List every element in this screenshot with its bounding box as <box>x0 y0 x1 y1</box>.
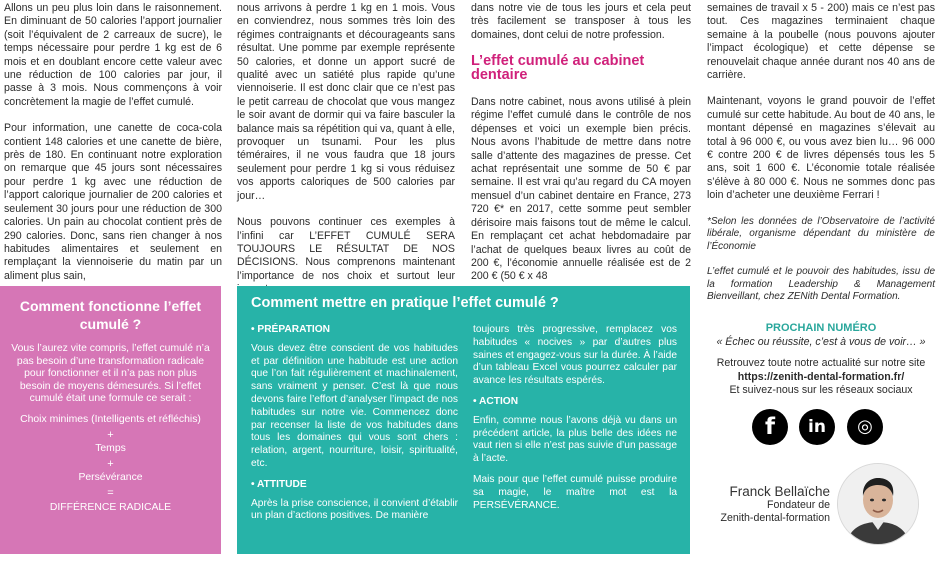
article-column-4 <box>707 2 935 317</box>
author-company: Zenith-dental-formation <box>720 512 830 524</box>
paragraph: Pour information, une canette de coca-cola contient 148 calories et une canette de bière, près de 180. En continuant notre exploration on remarque que 45 jours sont nécessaires pour perdre 1 kg avec une réduction de l’apport calorique journalier de 200 calories et seulement 30 jours pour une réduction de 300 calories. Un pain au chocolat contient près de 290 calories. Donc, sans rien changer à nos habitudes alimentaires et seulement en remplaçant la viennoiserie du matin par un aliment plus sain, <box>4 122 222 282</box>
step-heading: • ACTION <box>473 395 519 407</box>
paragraph: Maintenant, voyons le grand pouvoir de l’effet cumulé sur cette habitude. Au bout de 40 ans, le montant dépensé en magazines s’élevait au total à 96 000 €, ou vous avez bien lu… 96 000 € contre 200 € de livres dépensés tous les 5 ans, soit 1 600 €. L’économie totale réalisée s’élève à 80 000 €. Nous ne sommes donc pas loin d’acheter une deuxième Ferrari ! <box>707 95 935 202</box>
section-title: L’effet cumulé au cabinet dentaire <box>471 53 645 83</box>
box-title: Comment fonctionne l’effet cumulé ? <box>19 298 202 332</box>
formula-result: DIFFÉRENCE RADICALE <box>49 501 172 513</box>
article-column-2 <box>237 2 455 310</box>
paragraph: Allons un peu plus loin dans le raisonnement. En diminuant de 50 calories l’apport journalier (soit l’équivalent de 2 carreaux de sucre), le temps nécessaire pour perdre 1 kg est de 6 mois et en doublant encore cette valeur avec une réduction de 100 calories par jour, il passe à 3 mois. Nous commençons à voir concrètement la magie de l’effet cumulé. <box>4 2 222 108</box>
portrait-image <box>838 464 918 544</box>
box-intro: Vous l’aurez vite compris, l’effet cumulé n’a pas besoin d’une transformation radicale pour fonctionner et il n’a pas non plus besoin de moyens démesurés. Si l’effet cumulé était une formule ce serait : <box>11 343 210 405</box>
next-issue-quote: « Échec ou réussite, c’est à vous de voir… » <box>716 335 926 348</box>
step-heading: • ATTITUDE <box>251 478 307 490</box>
step-text: Enfin, comme nous l’avons déjà vu dans un précédent article, la plus belle des idées ne vaut rien si elle n’est pas suivie d’un passage à l’acte. <box>473 414 677 465</box>
next-issue <box>707 322 935 398</box>
paragraph: Nous pouvons continuer ces exemples à l’infini car L’EFFET CUMULÉ SERA TOUJOURS LE RÉSULTAT DE NOS DÉCISIONS. Nous comprenons maintenant l’importance de nos choix et surtout leur <box>237 216 455 282</box>
author-signature <box>700 484 830 525</box>
paragraph: semaines de travail x 5 - 200) mais ce n’est pas tout. Ces magazines terminaient chaque semaine à la poubelle (nous pouvons ajouter l’impact écologique) et cette dépense se renouvelait chaque année durant nos 40 ans de carrière. <box>707 2 935 82</box>
social-icons <box>752 409 892 447</box>
step-text: Après la prise conscience, il convient d’établir un plan d’actions positives. De manière <box>251 497 458 522</box>
formula-box <box>0 286 221 554</box>
formula-term: Persévérance <box>78 472 143 484</box>
practice-column-right <box>473 324 677 520</box>
footnote: *Selon les données de l’Observatoire de l’activité libérale, organisme dépendant du ministère de l’Économie <box>707 215 935 252</box>
paragraph: nous arrivons à perdre 1 kg en 1 mois. Vous en conviendrez, nous sommes très loin des régimes contraignants et décourageants sans résultat. Une pomme par exemple représente 50 calories, et donne un apport sucré de qualité avec un satiété plus rapide qu’une viennoiserie. Il est donc clair que ce n’est pas le petit carreau de chocolat que vous mangez le soir avant de dormir qui va faire basculer la balance mais sa répétition qui va, quant à elle, provoquer un tsunami. Pour les plus téméraires, il ne vous faudra que 18 jours seulement pour perdre 1 kg si vous réduisez vos apports caloriques de 500 calories par jour… <box>237 2 455 202</box>
paragraph: dans notre vie de tous les jours et cela peut très facilement se transposer à tous les domaines, dont celui de notre profession. <box>471 2 691 41</box>
website-link[interactable]: https://zenith-dental-formation.fr/ <box>737 370 905 383</box>
instagram-icon[interactable]: ◎ <box>847 409 883 445</box>
box-title: Comment mettre en pratique l’effet cumulé ? <box>251 295 559 311</box>
formula <box>0 414 221 514</box>
facebook-icon[interactable]: f <box>752 409 788 445</box>
author-role: Fondateur de <box>766 499 830 511</box>
plus-sign: + <box>107 457 114 470</box>
next-issue-label: PROCHAIN NUMÉRO <box>765 322 877 334</box>
footnote: L’effet cumulé et le pouvoir des habitudes, issu de la formation Leadership & Management Bienveillant, chez ZENith Dental Formation. <box>707 266 935 303</box>
step-text: Vous devez être conscient de vos habitudes et par définition une habitude est une action que l’on fait régulièrement et machinalement, sans vraiment y penser. C’est là que nous devons faire l’effort d’analyser l’impact de nos habitudes sur notre vie. Commencez donc par recenser la liste de vos habitudes dans tous les domaines qui vous sont chers : relation, argent, nourriture, loisir, spiritualité, etc. <box>251 342 458 469</box>
article-column-3 <box>471 2 691 297</box>
practice-box <box>237 286 690 554</box>
author-name: Franck Bellaïche <box>729 484 830 499</box>
equals-sign: = <box>107 486 114 499</box>
practice-column-left <box>251 324 458 531</box>
author-photo <box>837 463 919 545</box>
plus-sign: + <box>107 428 114 441</box>
linkedin-icon[interactable]: in <box>799 409 835 445</box>
step-text: Mais pour que l’effet cumulé puisse produire sa magie, le maître mot est la PERSÉVÉRANCE. <box>473 473 677 511</box>
step-text: toujours très progressive, remplacez vos habitudes « nocives » par d’autres plus saines et engagez-vous sur la durée. À l’aide d’un tableau Excel vous pourrez calculer par avance les résultats espérés. <box>473 324 677 387</box>
paragraph: Dans notre cabinet, nous avons utilisé à plein régime l’effet cumulé dans le contrôle de nos dépenses et voici un exemple bien précis. Nous avons l’habitude de mettre dans notre salle d’attente des magazines de presse. Cet achat représentait une somme de 50 € par semaine. Il est vrai qu’au regard du CA moyen mensuel d’un cabinet dentaire en France, 273 720 €* en 2017, cette somme peut sembler dérisoire mais faisons tout de même le calcul. En remplaçant cet achat hebdomadaire par l’achat de quelques beaux livres au coût de 200 €, l’économie annuelle réalisée est de 2 200 € (50 € x 48 <box>471 96 691 283</box>
article-column-1 <box>4 2 222 296</box>
website-text: Retrouvez toute notre actualité sur notre site <box>716 357 926 369</box>
social-text: Et suivez-nous sur les réseaux sociaux <box>729 384 913 396</box>
formula-term: Choix minimes (Intelligents et réfléchis) <box>20 413 201 425</box>
formula-term: Temps <box>95 443 126 455</box>
step-heading: • PRÉPARATION <box>251 324 331 335</box>
